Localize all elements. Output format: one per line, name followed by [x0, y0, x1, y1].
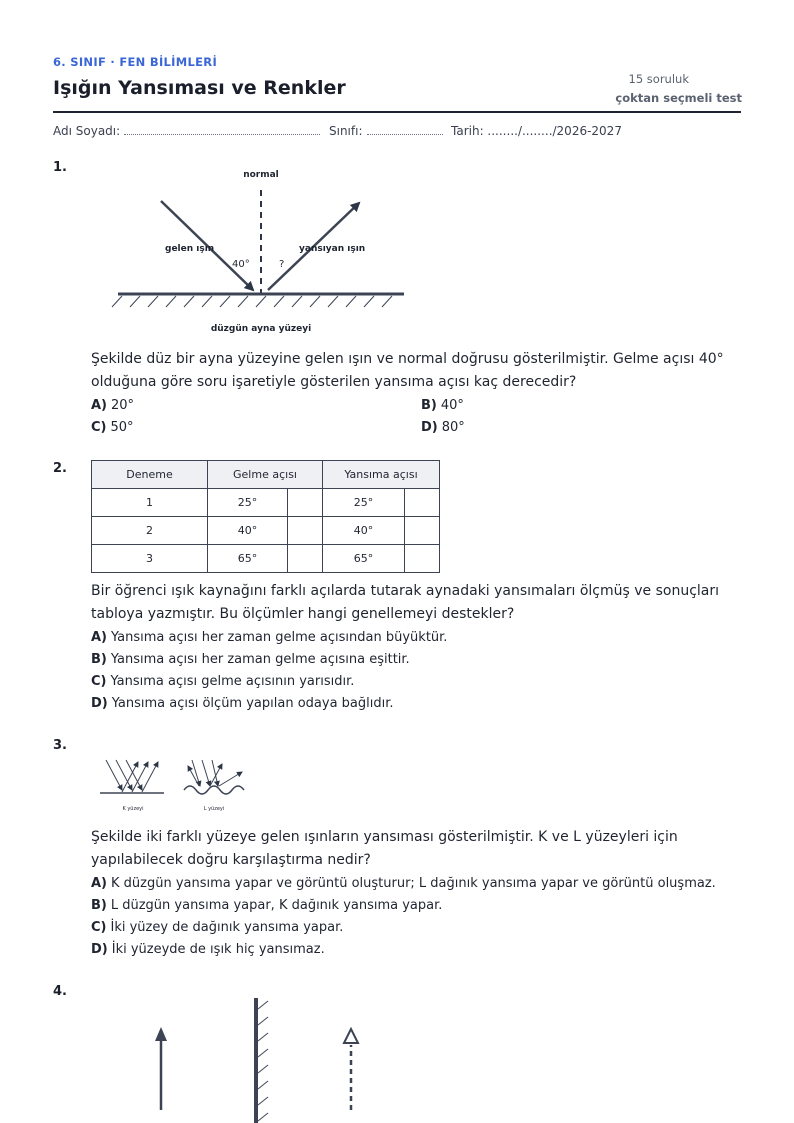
table-cell-empty	[405, 489, 440, 517]
q2-option-b[interactable]	[91, 652, 410, 667]
option-letter: B)	[421, 398, 437, 413]
q3-option-a[interactable]	[91, 876, 716, 891]
mirror-hatch	[112, 296, 392, 307]
table-row	[92, 517, 440, 545]
page-title: Işığın Yansıması ve Renkler	[53, 77, 346, 99]
date-label: Tarih: ......../......../2026-2027	[451, 124, 622, 138]
question-1-text: Şekilde düz bir ayna yüzeyine gelen ışın ve normal doğrusu gösterilmiştir. Gelme açısı 40° olduğuna göre soru işaretiyle gösterilen yansıma açısı kaç derecedir?	[91, 351, 724, 390]
image-arrow-head	[344, 1029, 358, 1043]
option-letter: D)	[421, 420, 438, 435]
table-cell: 1	[92, 489, 208, 517]
l-surface-label: L yüzeyi	[203, 806, 225, 812]
option-text: Yansıma açısı gelme açısının yarısıdır.	[110, 674, 355, 689]
q2-option-d[interactable]	[91, 696, 394, 711]
option-text: L düzgün yansıma yapar, K dağınık yansıma yapar.	[110, 898, 443, 913]
option-letter: A)	[91, 630, 108, 645]
header-divider	[53, 111, 741, 113]
table-header: Gelme açısı	[208, 461, 323, 489]
surfaces-diagram	[96, 752, 256, 818]
name-field[interactable]	[53, 124, 320, 138]
option-text: Yansıma açısı ölçüm yapılan odaya bağlıdır.	[111, 696, 394, 711]
table-cell: 2	[92, 517, 208, 545]
subject-label: 6. SINIF · FEN BİLİMLERİ	[53, 55, 218, 69]
table-cell-empty	[405, 517, 440, 545]
table-header: Deneme	[92, 461, 208, 489]
name-label: Adı Soyadı:	[53, 124, 121, 138]
normal-label: normal	[243, 170, 279, 180]
test-type: çoktan seçmeli test	[615, 91, 742, 105]
incident-angle: 40°	[232, 259, 250, 270]
table-cell: 40°	[208, 517, 288, 545]
option-letter: B)	[91, 652, 107, 667]
data-table	[91, 460, 440, 573]
option-letter: C)	[91, 920, 107, 935]
mirror-hatch	[258, 1001, 268, 1121]
table-cell-empty	[288, 489, 323, 517]
question-3-number: 3.	[53, 738, 67, 753]
option-letter: B)	[91, 898, 107, 913]
option-letter: A)	[91, 876, 108, 891]
option-text: 80°	[441, 420, 465, 435]
plane-mirror-diagram	[140, 995, 380, 1123]
option-text: İki yüzey de dağınık yansıma yapar.	[110, 920, 344, 935]
q3-option-d[interactable]	[91, 942, 325, 957]
q1-option-b[interactable]	[421, 398, 464, 413]
class-label: Sınıfı:	[329, 124, 363, 138]
table-cell-empty	[288, 545, 323, 573]
option-text: 20°	[111, 398, 135, 413]
question-4-number: 4.	[53, 984, 67, 999]
option-text: İki yüzeyde de ışık hiç yansımaz.	[111, 942, 325, 957]
table-header-row	[92, 461, 440, 489]
q1-option-c[interactable]	[91, 420, 134, 435]
table-cell: 25°	[208, 489, 288, 517]
option-text: K düzgün yansıma yapar ve görüntü oluşturur; L dağınık yansıma yapar ve görüntü oluşmaz.	[111, 876, 716, 891]
k-surface-label: K yüzeyi	[122, 806, 144, 812]
option-text: Yansıma açısı her zaman gelme açısından büyüktür.	[111, 630, 448, 645]
name-dotted-line	[124, 124, 320, 135]
option-letter: C)	[91, 420, 107, 435]
question-2-number: 2.	[53, 461, 67, 476]
date-field	[451, 124, 622, 138]
question-2-text: Bir öğrenci ışık kaynağını farklı açılarda tutarak aynadaki yansımaları ölçmüş ve sonuçları tabloya yazmıştır. Bu ölçümler hangi genellemeyi destekler?	[91, 583, 720, 622]
l-surface	[184, 786, 244, 794]
reflected-angle: ?	[279, 259, 285, 270]
object-arrow-head	[155, 1027, 167, 1041]
table-cell: 65°	[323, 545, 405, 573]
q2-option-c[interactable]	[91, 674, 354, 689]
class-field[interactable]	[329, 124, 443, 138]
table-row	[92, 545, 440, 573]
table-header: Yansıma açısı	[323, 461, 440, 489]
reflection-diagram	[100, 160, 420, 340]
l-rays	[188, 760, 242, 786]
k-rays	[106, 760, 158, 792]
question-3-text: Şekilde iki farklı yüzeye gelen ışınların yansıması gösterilmiştir. K ve L yüzeyleri için yapılabilecek doğru karşılaştırma nedir?	[91, 829, 678, 868]
q2-option-a[interactable]	[91, 630, 447, 645]
table-cell: 25°	[323, 489, 405, 517]
table-row	[92, 489, 440, 517]
table-cell: 3	[92, 545, 208, 573]
option-text: Yansıma açısı her zaman gelme açısına eşittir.	[110, 652, 410, 667]
option-text: 50°	[110, 420, 134, 435]
option-letter: C)	[91, 674, 107, 689]
option-letter: D)	[91, 942, 108, 957]
reflected-label: yansıyan ışın	[299, 244, 366, 254]
table-cell: 40°	[323, 517, 405, 545]
q3-option-b[interactable]	[91, 898, 442, 913]
surface-label: düzgün ayna yüzeyi	[210, 324, 312, 334]
q1-option-a[interactable]	[91, 398, 134, 413]
table-cell: 65°	[208, 545, 288, 573]
q1-option-d[interactable]	[421, 420, 465, 435]
question-1-number: 1.	[53, 160, 67, 175]
class-dotted-line	[367, 124, 443, 135]
table-cell-empty	[405, 545, 440, 573]
incident-label: gelen ışın	[165, 244, 215, 254]
option-letter: D)	[91, 696, 108, 711]
table-cell-empty	[288, 517, 323, 545]
option-text: 40°	[440, 398, 464, 413]
option-letter: A)	[91, 398, 108, 413]
q3-option-c[interactable]	[91, 920, 343, 935]
question-count: 15 soruluk	[628, 72, 689, 86]
